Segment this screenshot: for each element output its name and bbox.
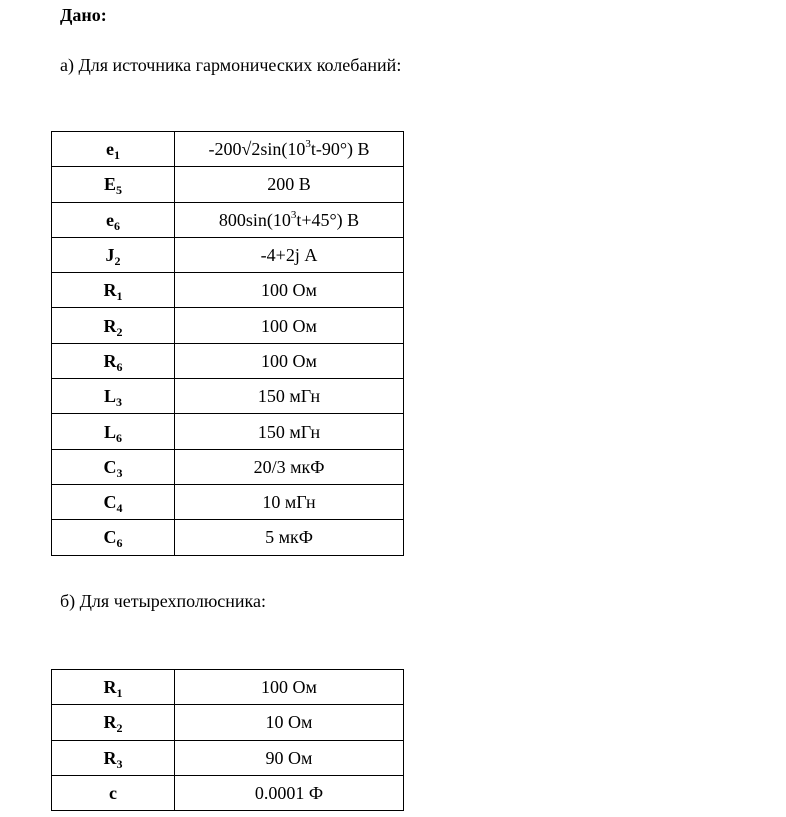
- parameter-value-cell: [175, 308, 404, 343]
- page-heading: Дано:: [60, 5, 107, 25]
- parameter-subscript: 1: [116, 289, 123, 304]
- parameter-value-cell: [175, 484, 404, 519]
- parameter-subscript: 3: [116, 465, 123, 480]
- table-row: [52, 520, 404, 555]
- parameter-name-cell: [52, 132, 175, 167]
- value-text: 100 Ом: [261, 315, 317, 336]
- parameter-symbol: e: [106, 209, 114, 230]
- value-text: 5 мкФ: [265, 527, 313, 548]
- parameter-name-cell: [52, 167, 175, 202]
- parameter-value-cell: [175, 202, 404, 237]
- parameters-table-a: [51, 131, 404, 556]
- value-text: 20/3 мкФ: [253, 456, 325, 477]
- parameter-value-cell: [175, 705, 404, 740]
- parameter-name-cell: [52, 775, 175, 810]
- parameter-subscript: 1: [114, 148, 120, 163]
- parameter-subscript: 2: [114, 254, 121, 269]
- parameter-name-cell: [52, 414, 175, 449]
- parameter-value-cell: [175, 379, 404, 414]
- parameter-symbol: C: [103, 492, 117, 513]
- parameter-value-cell: [175, 775, 404, 810]
- parameter-symbol: R: [103, 315, 117, 336]
- parameter-symbol: E: [103, 174, 116, 195]
- parameter-value-cell: [175, 414, 404, 449]
- parameter-name-cell: [52, 740, 175, 775]
- table-row: [52, 343, 404, 378]
- value-text: 150 мГн: [257, 421, 321, 442]
- parameter-symbol: R: [103, 677, 117, 698]
- value-text: 90 Ом: [265, 747, 313, 768]
- value-text: 100 Ом: [261, 280, 317, 301]
- parameter-value-cell: [175, 273, 404, 308]
- value-superscript: 3: [305, 138, 311, 151]
- value-superscript: 3: [290, 208, 297, 221]
- table-row: [52, 740, 404, 775]
- value-text: -4+2j А: [260, 245, 318, 266]
- table-row: [52, 379, 404, 414]
- value-text: -200√2sin(10: [208, 139, 306, 160]
- parameter-value-cell: [175, 343, 404, 378]
- parameter-symbol: R: [103, 747, 117, 768]
- table-row: [52, 308, 404, 343]
- value-text: 200 В: [267, 174, 311, 195]
- parameter-subscript: 6: [116, 536, 123, 551]
- parameter-name-cell: [52, 449, 175, 484]
- table-row: [52, 670, 404, 705]
- parameter-value-cell: [175, 520, 404, 555]
- parameter-subscript: 1: [116, 686, 123, 701]
- parameter-subscript: 3: [116, 756, 123, 771]
- parameter-name-cell: [52, 237, 175, 272]
- parameter-symbol: C: [103, 456, 117, 477]
- value-text: 150 мГн: [257, 386, 321, 407]
- parameter-symbol: J: [105, 245, 115, 266]
- parameter-symbol: R: [103, 712, 117, 733]
- parameters-table-b: [51, 669, 404, 811]
- parameter-symbol: L: [103, 386, 116, 407]
- value-text: 100 Ом: [261, 350, 317, 371]
- value-text: 10 мГн: [262, 492, 316, 513]
- value-text: t+45°) В: [296, 209, 360, 230]
- parameter-subscript: 3: [116, 395, 122, 410]
- value-text: 10 Ом: [265, 712, 313, 733]
- parameter-symbol: R: [103, 350, 117, 371]
- parameter-value-cell: [175, 670, 404, 705]
- parameter-symbol: C: [103, 527, 117, 548]
- parameter-name-cell: [52, 379, 175, 414]
- parameter-subscript: 5: [116, 183, 122, 198]
- parameter-name-cell: [52, 520, 175, 555]
- parameter-name-cell: [52, 202, 175, 237]
- parameter-subscript: 6: [116, 430, 122, 445]
- parameter-name-cell: [52, 273, 175, 308]
- parameter-name-cell: [52, 670, 175, 705]
- parameter-value-cell: [175, 167, 404, 202]
- parameter-name-cell: [52, 705, 175, 740]
- table-row: [52, 414, 404, 449]
- table-row: [52, 705, 404, 740]
- parameter-name-cell: [52, 308, 175, 343]
- parameter-value-cell: [175, 237, 404, 272]
- value-text: t-90°) В: [310, 139, 370, 160]
- parameter-subscript: 2: [116, 324, 123, 339]
- parameter-value-cell: [175, 740, 404, 775]
- parameter-name-cell: [52, 484, 175, 519]
- table-row: [52, 484, 404, 519]
- parameter-subscript: 4: [116, 501, 123, 516]
- table-row: [52, 449, 404, 484]
- parameter-symbol: L: [103, 421, 116, 442]
- parameter-value-cell: [175, 449, 404, 484]
- section-a-title: а) Для источника гармонических колебаний:: [60, 55, 402, 75]
- parameter-subscript: 6: [114, 218, 120, 233]
- value-text: 800sin(10: [218, 209, 291, 230]
- table-row: [52, 132, 404, 167]
- parameter-symbol: e: [106, 139, 114, 160]
- table-row: [52, 167, 404, 202]
- section-b-title: б) Для четырехполюсника:: [60, 591, 266, 611]
- parameter-name-cell: [52, 343, 175, 378]
- value-text: 100 Ом: [261, 677, 317, 698]
- table-row: [52, 237, 404, 272]
- parameter-symbol: R: [103, 280, 117, 301]
- table-row: [52, 273, 404, 308]
- value-text: 0.0001 Ф: [254, 783, 324, 804]
- parameter-subscript: 2: [116, 721, 123, 736]
- parameter-value-cell: [175, 132, 404, 167]
- table-row: [52, 775, 404, 810]
- parameter-symbol: c: [109, 783, 117, 804]
- table-row: [52, 202, 404, 237]
- parameter-subscript: 6: [116, 359, 123, 374]
